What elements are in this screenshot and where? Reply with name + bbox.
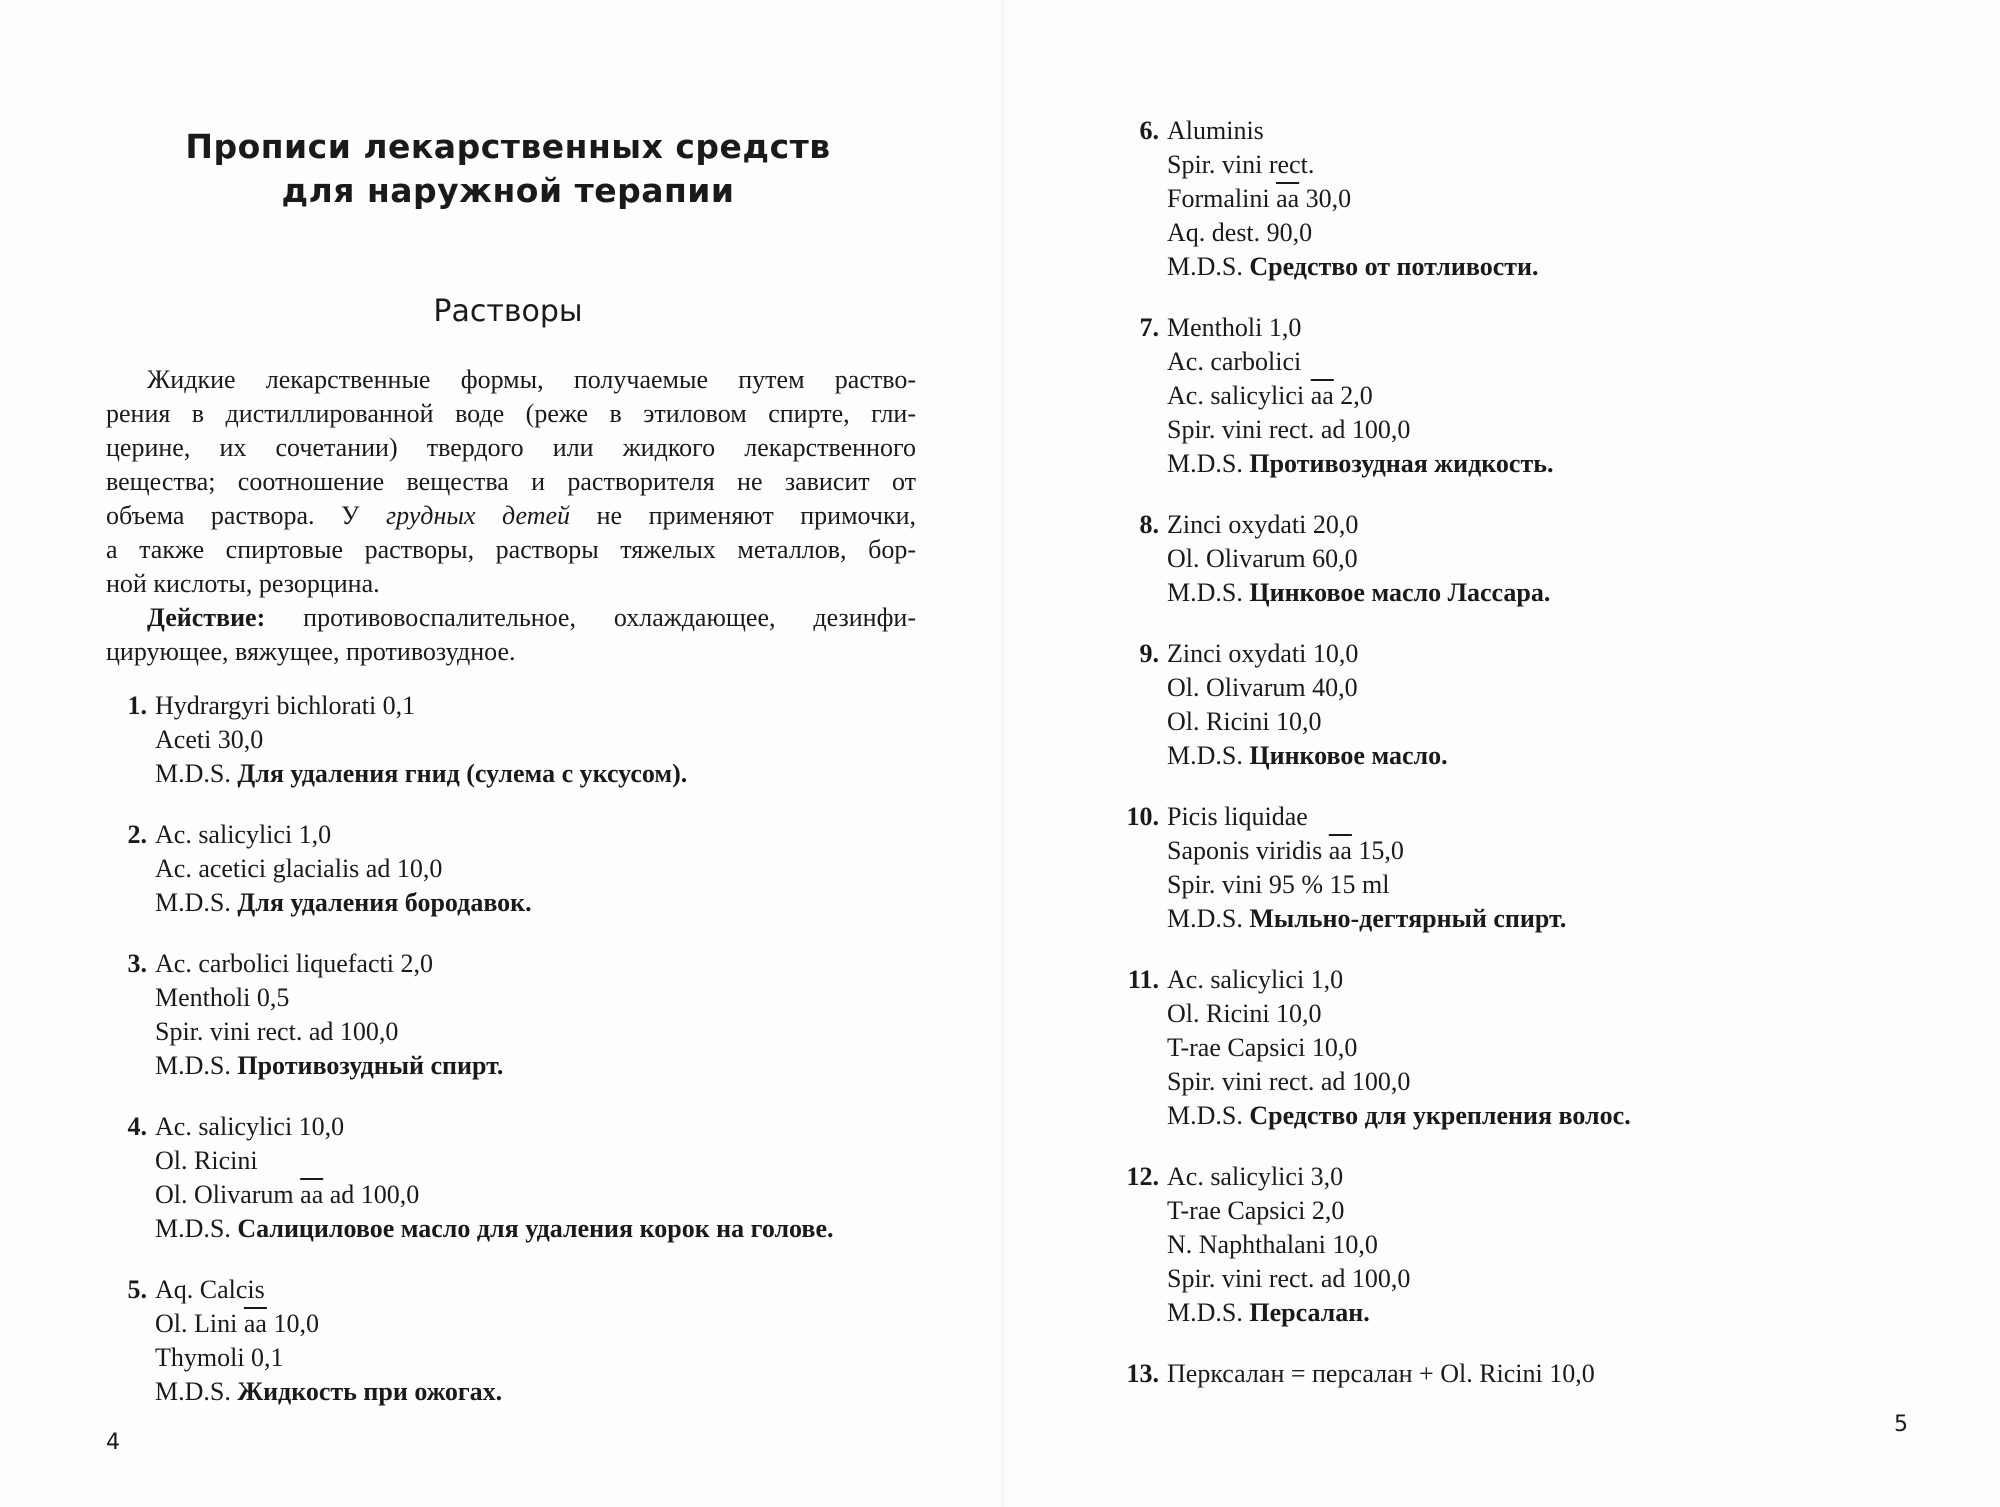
- text-segment: M.D.S.: [1167, 252, 1250, 281]
- prescription-item: [105, 689, 834, 791]
- text-segment: Ol. Lini: [155, 1309, 244, 1338]
- text-segment: Zinci oxydati 20,0: [1167, 510, 1359, 539]
- prescription-line: [1167, 705, 1631, 739]
- prescription-line: [155, 1375, 834, 1409]
- text-segment: Ac. carbolici liquefacti 2,0: [155, 949, 433, 978]
- item-number: 1.: [127, 691, 147, 720]
- ana-mark: $\overline{aa}$: [243, 1309, 267, 1338]
- bold-text: Противозудный спирт.: [237, 1051, 504, 1080]
- prescription-line: [1167, 1065, 1631, 1099]
- prescription-line: [1167, 576, 1631, 610]
- prescription-line: [155, 886, 834, 920]
- text-segment: Mentholi 1,0: [1167, 313, 1302, 342]
- text-segment: Ac. carbolici: [1167, 347, 1302, 376]
- prescription-list-right: [1117, 114, 1631, 1418]
- text-segment: M.D.S.: [1167, 578, 1250, 607]
- paragraph-line: [106, 635, 916, 669]
- text-segment: объема раствора. У: [106, 501, 387, 530]
- paragraph-line: [106, 567, 916, 601]
- chapter-title-line-1: Прописи лекарственных средств: [185, 127, 831, 166]
- prescription-item: [1117, 963, 1631, 1133]
- text-segment: Aq. dest. 90,0: [1167, 218, 1313, 247]
- prescription-item: [1117, 1160, 1631, 1330]
- text-segment: Zinci oxydati 10,0: [1167, 639, 1359, 668]
- ana-mark: $\overline{aa}$: [300, 1180, 324, 1209]
- text-segment: вещества; соотношение вещества и растворителя не зависит от: [106, 467, 916, 496]
- paragraph-line: [106, 533, 916, 567]
- paragraph-line: [106, 431, 916, 465]
- prescription-line: [155, 981, 834, 1015]
- text-segment: 10,0: [266, 1309, 319, 1338]
- text-segment: 30,0: [1299, 184, 1352, 213]
- paragraph-line: [106, 601, 916, 635]
- prescription-line: [155, 1049, 834, 1083]
- ana-mark: $\overline{aa}$: [1328, 836, 1352, 865]
- paragraph-line: [106, 363, 916, 397]
- text-segment: Aceti 30,0: [155, 725, 264, 754]
- prescription-item: [1117, 508, 1631, 610]
- chapter-title-line-2: для наружной терапии: [281, 171, 735, 210]
- text-segment: Ol. Ricini 10,0: [1167, 999, 1322, 1028]
- prescription-line: [1167, 311, 1631, 345]
- text-segment: Spir. vini rect. ad 100,0: [1167, 1067, 1411, 1096]
- text-segment: ной кислоты, резорцина.: [106, 569, 380, 598]
- text-segment: Mentholi 0,5: [155, 983, 290, 1012]
- text-segment: Spir. vini rect. ad 100,0: [1167, 1264, 1411, 1293]
- text-segment: Thymoli 0,1: [155, 1343, 284, 1372]
- text-segment: Ol. Ricini: [155, 1146, 258, 1175]
- text-segment: Ac. salicylici 3,0: [1167, 1162, 1344, 1191]
- prescription-line: [1167, 508, 1631, 542]
- prescription-item: [1117, 800, 1631, 936]
- text-segment: цирующее, вяжущее, противозудное.: [106, 637, 516, 666]
- text-segment: Жидкие лекарственные формы, получаемые путем раство-: [147, 365, 916, 394]
- prescription-line: [155, 1212, 834, 1246]
- item-number: 4.: [127, 1112, 147, 1141]
- prescription-line: [155, 852, 834, 886]
- intro-paragraph: [106, 363, 916, 669]
- bold-text: Средство от потливости.: [1249, 252, 1539, 281]
- text-segment: M.D.S.: [155, 888, 238, 917]
- prescription-line: [1167, 148, 1631, 182]
- prescription-line: [155, 723, 834, 757]
- prescription-line: [155, 818, 834, 852]
- prescription-line: [1167, 413, 1631, 447]
- text-segment: Hydrargyri bichlorati 0,1: [155, 691, 416, 720]
- prescription-line: [1167, 868, 1631, 902]
- text-segment: T-rae Capsici 2,0: [1167, 1196, 1345, 1225]
- bold-text: Действие:: [147, 603, 266, 632]
- item-number: 3.: [127, 949, 147, 978]
- text-segment: Spir. vini rect. ad 100,0: [155, 1017, 399, 1046]
- prescription-line: [1167, 250, 1631, 284]
- prescription-item: [105, 1273, 834, 1409]
- prescription-line: [155, 1178, 834, 1212]
- text-segment: а также спиртовые растворы, растворы тяжелых металлов, бор-: [106, 535, 916, 564]
- bold-text: Персалан.: [1249, 1298, 1370, 1327]
- text-segment: M.D.S.: [155, 1051, 238, 1080]
- text-segment: Перксалан = персалан + Ol. Ricini 10,0: [1167, 1359, 1595, 1388]
- text-segment: Ac. acetici glacialis ad 10,0: [155, 854, 443, 883]
- text-segment: Spir. vini 95 % 15 ml: [1167, 870, 1390, 899]
- prescription-line: [1167, 216, 1631, 250]
- prescription-line: [1167, 902, 1631, 936]
- item-number: 5.: [127, 1275, 147, 1304]
- text-segment: M.D.S.: [1167, 741, 1250, 770]
- prescription-line: [1167, 1031, 1631, 1065]
- prescription-line: [1167, 542, 1631, 576]
- prescription-line: [1167, 739, 1631, 773]
- right-page: [1001, 0, 2000, 1507]
- text-segment: ad 100,0: [323, 1180, 420, 1209]
- prescription-item: [1117, 1357, 1631, 1391]
- paragraph-line: [106, 499, 916, 533]
- ana-mark: $\overline{aa}$: [1310, 381, 1334, 410]
- prescription-line: [1167, 1160, 1631, 1194]
- text-segment: Ac. salicylici: [1167, 381, 1311, 410]
- text-segment: Ac. salicylici 1,0: [155, 820, 332, 849]
- bold-text: Жидкость при ожогах.: [237, 1377, 503, 1406]
- prescription-line: [155, 1144, 834, 1178]
- text-segment: N. Naphthalani 10,0: [1167, 1230, 1378, 1259]
- text-segment: Ol. Olivarum: [155, 1180, 301, 1209]
- prescription-line: [155, 757, 834, 791]
- text-segment: 2,0: [1333, 381, 1373, 410]
- text-segment: Aluminis: [1167, 116, 1264, 145]
- prescription-item: [105, 818, 834, 920]
- ana-mark: $\overline{aa}$: [1276, 184, 1300, 213]
- prescription-item: [105, 947, 834, 1083]
- text-segment: Aq. Calcis: [155, 1275, 265, 1304]
- item-number: 7.: [1139, 313, 1159, 342]
- prescription-line: [1167, 1194, 1631, 1228]
- text-segment: T-rae Capsici 10,0: [1167, 1033, 1358, 1062]
- text-segment: противовоспалительное, охлаждающее, дезинфи-: [265, 603, 916, 632]
- text-segment: Picis liquidae: [1167, 802, 1308, 831]
- prescription-list-left: [105, 689, 834, 1436]
- text-segment: Spir. vini rect.: [1167, 150, 1315, 179]
- prescription-line: [1167, 963, 1631, 997]
- text-segment: 15,0: [1351, 836, 1404, 865]
- bold-text: Салициловое масло для удаления корок на голове.: [237, 1214, 834, 1243]
- prescription-line: [155, 947, 834, 981]
- prescription-item: [105, 1110, 834, 1246]
- text-segment: Ol. Olivarum 60,0: [1167, 544, 1358, 573]
- prescription-line: [1167, 379, 1631, 413]
- item-number: 10.: [1126, 802, 1159, 831]
- item-number: 2.: [127, 820, 147, 849]
- bold-text: Противозудная жидкость.: [1249, 449, 1554, 478]
- prescription-line: [1167, 834, 1631, 868]
- bold-text: Мыльно-дегтярный спирт.: [1249, 904, 1567, 933]
- text-segment: M.D.S.: [1167, 449, 1250, 478]
- text-segment: Ac. salicylici 1,0: [1167, 965, 1344, 994]
- bold-text: Средство для укрепления волос.: [1249, 1101, 1631, 1130]
- text-segment: Spir. vini rect. ad 100,0: [1167, 415, 1411, 444]
- bold-text: Для удаления бородавок.: [237, 888, 532, 917]
- section-title: Растворы: [433, 294, 583, 329]
- prescription-line: [155, 1273, 834, 1307]
- text-segment: M.D.S.: [1167, 1298, 1250, 1327]
- prescription-line: [155, 1307, 834, 1341]
- prescription-line: [1167, 182, 1631, 216]
- paragraph-line: [106, 465, 916, 499]
- prescription-line: [1167, 997, 1631, 1031]
- prescription-line: [1167, 1296, 1631, 1330]
- page-number: 5: [1894, 1412, 1908, 1437]
- prescription-line: [1167, 1262, 1631, 1296]
- prescription-line: [1167, 345, 1631, 379]
- prescription-line: [155, 1341, 834, 1375]
- prescription-line: [155, 1110, 834, 1144]
- item-number: 6.: [1139, 116, 1159, 145]
- text-segment: M.D.S.: [1167, 904, 1250, 933]
- prescription-item: [1117, 114, 1631, 284]
- prescription-line: [1167, 114, 1631, 148]
- prescription-line: [1167, 447, 1631, 481]
- paragraph-line: [106, 397, 916, 431]
- item-number: 8.: [1139, 510, 1159, 539]
- text-segment: Ac. salicylici 10,0: [155, 1112, 345, 1141]
- prescription-item: [1117, 637, 1631, 773]
- item-number: 9.: [1139, 639, 1159, 668]
- text-segment: рения в дистиллированной воде (реже в этиловом спирте, гли-: [106, 399, 916, 428]
- text-segment: M.D.S.: [155, 759, 238, 788]
- bold-text: Цинковое масло Лассара.: [1249, 578, 1551, 607]
- prescription-line: [155, 689, 834, 723]
- text-segment: церине, их сочетании) твердого или жидкого лекарственного: [106, 433, 916, 462]
- italic-text: грудных детей: [386, 501, 571, 530]
- prescription-line: [1167, 637, 1631, 671]
- prescription-line: [155, 1015, 834, 1049]
- text-segment: не применяют примочки,: [570, 501, 917, 530]
- bold-text: Для удаления гнид (сулема с уксусом).: [237, 759, 688, 788]
- prescription-line: [1167, 800, 1631, 834]
- item-number: 12.: [1126, 1162, 1159, 1191]
- page-number: 4: [106, 1430, 120, 1455]
- text-segment: Saponis viridis: [1167, 836, 1329, 865]
- text-segment: M.D.S.: [155, 1377, 238, 1406]
- text-segment: M.D.S.: [1167, 1101, 1250, 1130]
- prescription-line: [1167, 1228, 1631, 1262]
- text-segment: Ol. Olivarum 40,0: [1167, 673, 1358, 702]
- prescription-line: [1167, 1099, 1631, 1133]
- prescription-line: [1167, 671, 1631, 705]
- item-number: 13.: [1126, 1359, 1159, 1388]
- text-segment: Ol. Ricini 10,0: [1167, 707, 1322, 736]
- prescription-line: [1167, 1357, 1631, 1391]
- bold-text: Цинковое масло.: [1249, 741, 1448, 770]
- item-number: 11.: [1127, 965, 1159, 994]
- text-segment: Formalini: [1167, 184, 1277, 213]
- text-segment: M.D.S.: [155, 1214, 238, 1243]
- prescription-item: [1117, 311, 1631, 481]
